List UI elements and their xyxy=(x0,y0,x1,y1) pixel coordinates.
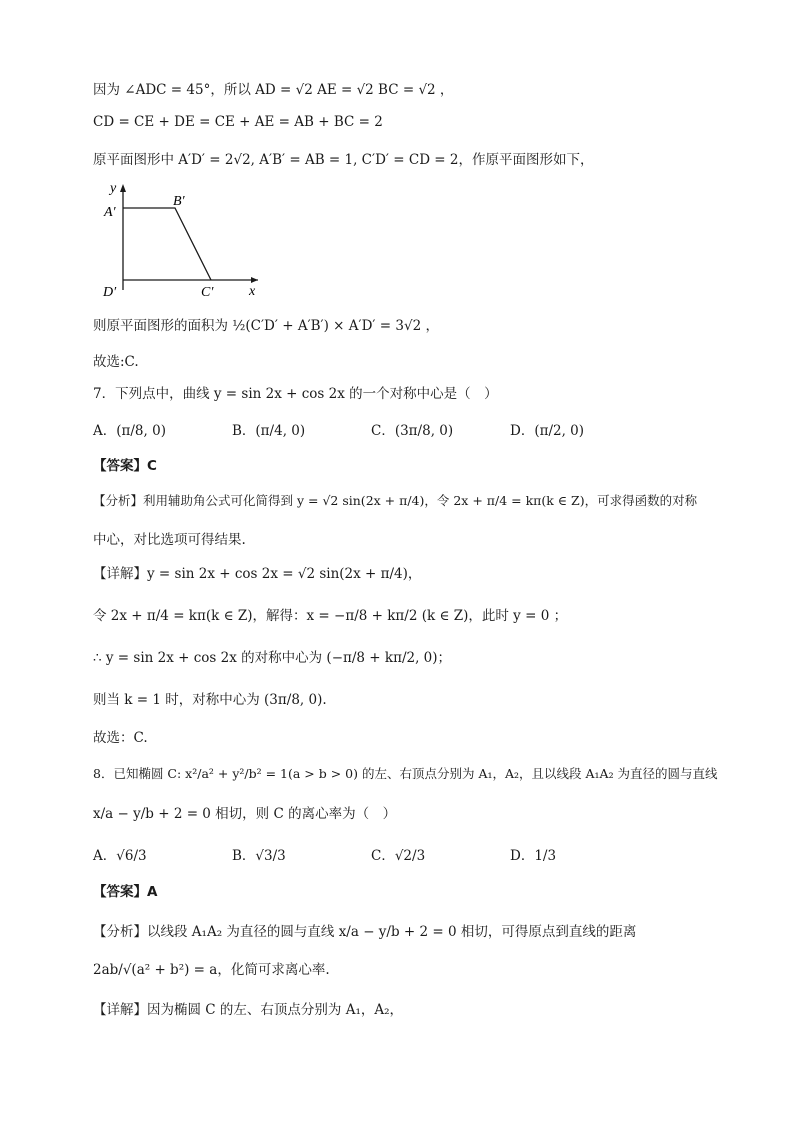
point-b-label: B′ xyxy=(173,194,185,209)
q8-option-a: A．√6/3 xyxy=(93,848,147,864)
x-axis-arrow xyxy=(251,277,258,283)
q8-answer: 【答案】A xyxy=(93,884,158,900)
q8-analysis: 【分析】以线段 A₁A₂ 为直径的圆与直线 x/a − y/b + 2 = 0 相切，可得原点到直线的距离 xyxy=(93,924,637,940)
q8-detail-1: 【详解】因为椭圆 C 的左、右顶点分别为 A₁，A₂， xyxy=(93,1002,404,1018)
q7-analysis: 【分析】利用辅助角公式可化简得到 y = √2 sin(2x + π/4)，令 2x + π/4 = kπ(k ∈ Z)，可求得函数的对称 xyxy=(93,493,698,508)
q7-analysis-cont: 中心，对比选项可得结果. xyxy=(93,532,246,548)
text-line-2: CD = CE + DE = CE + AE = AB + BC = 2 xyxy=(93,114,383,130)
q7-detail-3: ∴ y = sin 2x + cos 2x 的对称中心为 (−π/8 + kπ/2, 0)； xyxy=(93,650,452,666)
q8-option-d: D．1/3 xyxy=(510,848,557,864)
x-axis-label: x xyxy=(249,284,256,299)
text-line-3: 原平面图形中 A′D′ = 2√2, A′B′ = AB = 1, C′D′ = CD = 2，作原平面图形如下， xyxy=(93,152,594,168)
q8-analysis-cont: 2ab/√(a² + b²) = a，化简可求离心率. xyxy=(93,962,330,978)
q7-option-c: C．(3π/8, 0) xyxy=(371,423,454,439)
y-axis-label: y xyxy=(110,181,117,196)
point-d-label: D′ xyxy=(103,285,117,300)
y-axis-arrow xyxy=(120,184,126,192)
question-7-stem: 7．下列点中，曲线 y = sin 2x + cos 2x 的一个对称中心是（ ） xyxy=(93,386,498,402)
trapezoid-graph xyxy=(93,180,263,300)
question-8-stem: 8．已知椭圆 C: x²/a² + y²/b² = 1(a > b > 0) 的左、右顶点分别为 A₁，A₂，且以线段 A₁A₂ 为直径的圆与直线 xyxy=(93,766,718,781)
q7-option-b: B．(π/4, 0) xyxy=(232,423,306,439)
q7-detail-2: 令 2x + π/4 = kπ(k ∈ Z)，解得：x = −π/8 + kπ/2 (k ∈ Z)，此时 y = 0 ； xyxy=(93,608,568,624)
q8-option-b: B．√3/3 xyxy=(232,848,286,864)
q7-option-d: D．(π/2, 0) xyxy=(510,423,585,439)
point-a-label: A′ xyxy=(104,205,116,220)
text-line-1: 因为 ∠ADC = 45°，所以 AD = √2 AE = √2 BC = √2 ， xyxy=(93,82,454,98)
q8-option-c: C．√2/3 xyxy=(371,848,426,864)
text-line-5: 故选:C. xyxy=(93,354,139,370)
point-c-label: C′ xyxy=(201,285,214,300)
text-line-4: 则原平面图形的面积为 ½(C′D′ + A′B′) × A′D′ = 3√2 ， xyxy=(93,318,439,334)
q7-answer: 【答案】C xyxy=(93,458,157,474)
q7-option-a: A．(π/8, 0) xyxy=(93,423,166,439)
q7-detail-1: 【详解】y = sin 2x + cos 2x = √2 sin(2x + π/4)， xyxy=(93,566,422,582)
question-8-stem-cont: x/a − y/b + 2 = 0 相切，则 C 的离心率为（ ） xyxy=(93,806,397,822)
q7-conclusion: 故选：C. xyxy=(93,730,148,746)
q7-detail-4: 则当 k = 1 时，对称中心为 (3π/8, 0). xyxy=(93,692,327,708)
trapezoid-edges xyxy=(123,208,211,280)
